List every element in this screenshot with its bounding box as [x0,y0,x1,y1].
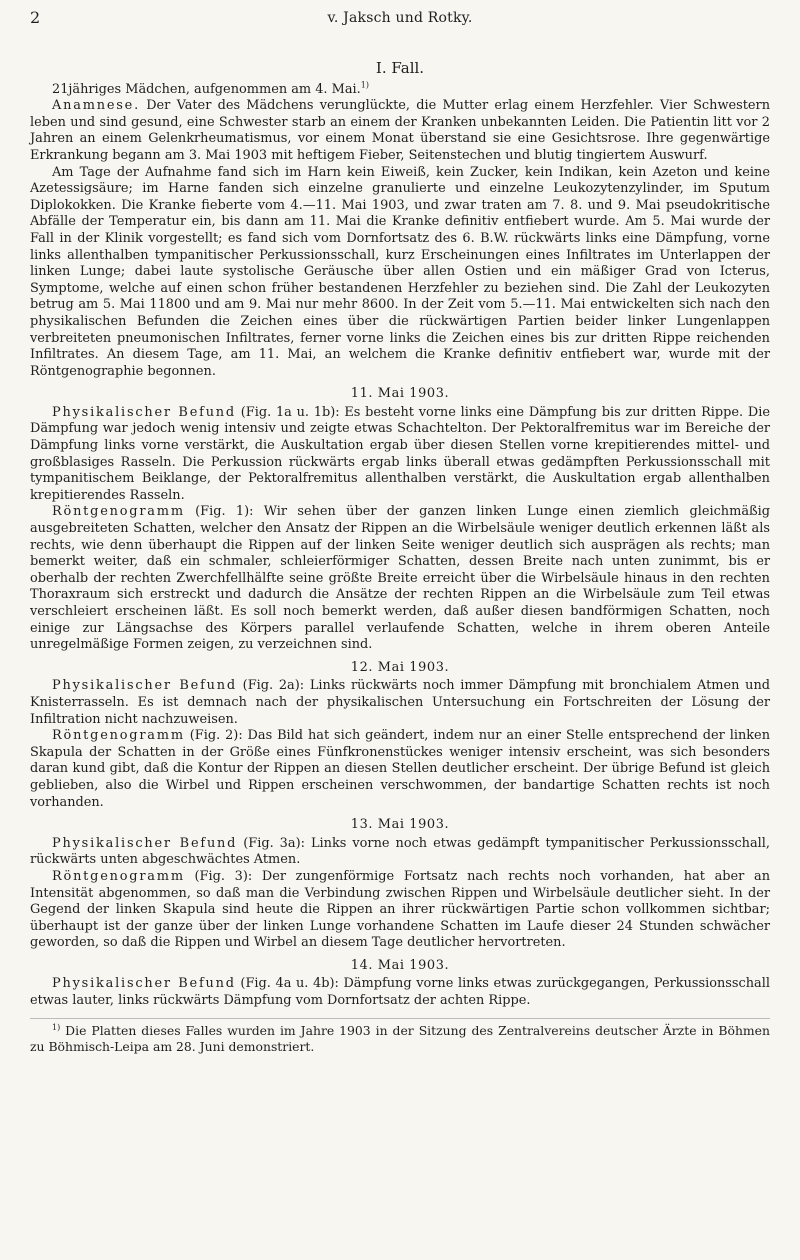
finding-heading: Physikalischer Befund [52,404,236,420]
running-title: v. Jaksch und Rotky. [327,10,473,26]
finding-text: (Fig. 3a): Links vorne noch etwas gedämpft tympanitischer Perkussionsschall, rückwärts unten abgeschwächtes Atmen. [30,835,771,868]
roentgenogram-heading: Röntgenogramm [52,868,185,884]
article-body [30,52,770,1055]
finding-text: (Fig. 4a u. 4b): Dämpfung vorne links etwas zurückgegangen, Perkussionsschall etwas lauter, links rückwärts Dämpfung vom Dornfortsatz der achten Rippe. [30,976,770,1009]
anamnesis-heading: Anamnese. [52,98,140,114]
date-heading: 14. Mai 1903. [350,957,450,973]
footnote [30,1023,770,1055]
roentgenogram-paragraph [30,728,770,811]
roentgenogram-paragraph [30,869,770,952]
date-heading: 12. Mai 1903. [350,659,450,675]
physical-finding-paragraph [30,405,770,505]
finding-heading: Physikalischer Befund [52,835,238,851]
roentgenogram-text: (Fig. 1): Wir sehen über der ganzen linken Lunge einen ziemlich gleichmäßig ausgebreiteten Schatten, welcher den Ansatz der Rippen an die Wirbelsäule weniger deutlich erkennen läßt als rechts, wie denn überhaupt die Rippen auf der linken Seite weniger deutlich sich ausprägen als rechts; man bemerkt weiter, daß ein schmaler, schleierförmiger Schatten, dessen Breite nach unten zunimmt, bis er oberhalb der rechten Zwerchfellhälfte seine größte Breite erreicht über die Wirbelsäule hinaus in den rechten Thoraxraum sich erstreckt und dadurch die Ansätze der rechten Rippen an die Wirbelsäule zum Teil etwas verschleiert erscheinen läßt. Es soll noch bemerkt werden, daß außer diesen bandförmigen Schatten, noch einige zur Längsachse des Körpers parallel verlaufende Schatten, welche in ihrem oberen Anteile unregelmäßige Formen zeigen, zu verzeichnen sind. [30,504,770,653]
anamnesis-paragraph [30,98,770,164]
finding-heading: Physikalischer Befund [52,976,236,992]
footnote-mark: 1) [52,1022,61,1032]
roentgenogram-paragraph [30,504,770,653]
finding-text: (Fig. 1a u. 1b): Es besteht vorne links eine Dämpfung bis zur dritten Rippe. Die Dämpfung war jedoch wenig intensiv und zeigte etwas Schachtelton. Der Pektoralfremitus war im Bereiche der Dämpfung links vorne verstärkt, die Auskultation ergab über diesen Stellen vorne krepitierendes mittel- und großblasiges Rasseln. Die Perkussion rückwärts ergab links überall etwas gedämpften Perkussionsschall mit tympanitischem Beiklange, der Pektoralfremitus allenthalben verstärkt, die Auskultation ergab allenthalben krepitierendes Rasseln. [30,404,770,503]
physical-finding-paragraph [30,836,770,869]
roentgenogram-heading: Röntgenogramm [52,728,185,744]
anamnesis-text: Der Vater des Mädchens verunglückte, die Mutter erlag einem Herzfehler. Vier Schwestern leben und sind gesund, eine Schwester starb an einem der Kranken unbekannten Leiden. Die Patientin litt vor 2 Jahren an einem Gelenkrheumatismus, vor einem Monat überstand sie eine Gesichtsrose. Ihre gegenwärtige Erkrankung begann am 3. Mai 1903 mit heftigem Fieber, Seitenstechen und blutig tingiertem Auswurf. [30,98,770,163]
finding-text: (Fig. 2a): Links rückwärts noch immer Dämpfung mit bronchialem Atmen und Knisterrasseln. Es ist demnach nach der physikalischen Untersuchung ein Fortschreiten der Lösung der Infiltration nicht nachzuweisen. [30,678,770,727]
footnote-divider [30,1018,770,1019]
date-heading: 11. Mai 1903. [350,386,450,402]
finding-heading: Physikalischer Befund [52,678,237,694]
physical-finding-paragraph [30,976,770,1009]
footnote-ref: 1) [360,80,369,90]
roentgenogram-text: (Fig. 3): Der zungenförmige Fortsatz nach rechts noch vorhanden, hat aber an Intensität abgenommen, so daß man die Verbindung zwischen Rippen und Wirbelsäule deutlicher sieht. In der Gegend der linken Skapula sind heute die Rippen an ihrer rückwärtigen Partie schon vollkommen sichtbar; überhaupt ist der ganze über der linken Lunge vorhandene Schatten im Laufe dieser 24 Stunden schwächer geworden, so daß die Rippen und Wirbel an diesem Tage deutlicher hervortreten. [30,868,770,951]
roentgenogram-text: (Fig. 2): Das Bild hat sich geändert, indem nur an einer Stelle entsprechend der linken Skapula der Schatten in der Größe eines Fünfkronenstückes weniger intensiv erscheint, was sich besonders daran kund gibt, daß die Kontur der Rippen an diesen Stellen deutlicher erscheint. Der übrige Befund ist gleich geblieben, also die Wirbel und Rippen erscheinen verschwommen, der bandartige Schatten rechts ist noch vorhanden. [30,728,770,810]
patient-intro [30,82,770,99]
page-number: 2 [30,8,41,27]
footnote-text: Die Platten dieses Falles wurden im Jahre 1903 in der Sitzung des Zentralvereins deutscher Ärzte in Böhmen zu Böhmisch-Leipa am 28. Juni demonstriert. [30,1022,770,1054]
roentgenogram-heading: Röntgenogramm [52,504,185,520]
admission-paragraph: Am Tage der Aufnahme fand sich im Harn kein Eiweiß, kein Zucker, kein Indikan, kein Azeton und keine Azetessigsäure; im Harne fanden sich einzelne granulierte und einzelne Leukozytenzylinder, im Sputum Diplokokken. Die Kranke fieberte vom 4.—11. Mai 1903, und zwar traten am 7. 8. und 9. Mai pseudokritische Abfälle der Temperatur ein, bis dann am 11. Mai die Kranke definitiv entfiebert wurde. Am 5. Mai wurde der Fall in der Klinik vorgestellt; es fand sich vom Dornfortsatz des 6. B.W. rückwärts links eine Dämpfung, vorne links allenthalben tympanitischer Perkussionsschall, kurz Erscheinungen eines Infiltrates im Unterlappen der linken Lunge; dabei laute systolische Geräusche über allen Ostien und ein mäßiger Grad von Icterus, Symptome, welche auf einen schon früher bestandenen Herzfehler zu beziehen sind. Die Zahl der Leukozyten betrug am 5. Mai 11800 und am 9. Mai nur mehr 8600. In der Zeit vom 5.—11. Mai entwickelten sich nach den physikalischen Befunden die Zeichen eines über die rückwärtigen Partien beider linker Lungenlappen verbreiteten pneumonischen Infiltrates, ferner vorne links die Zeichen eines bis zur dritten Rippe reichenden Infiltrates. An diesem Tage, am 11. Mai, an welchem die Kranke definitiv entfiebert war, wurde mit der Röntgenographie begonnen. [30,164,770,379]
patient-intro-text: 21jähriges Mädchen, aufgenommen am 4. Mai. [52,81,361,97]
page-header [30,8,770,32]
section-title: I. Fall. [375,59,425,77]
physical-finding-paragraph [30,678,770,728]
date-heading: 13. Mai 1903. [350,817,450,833]
